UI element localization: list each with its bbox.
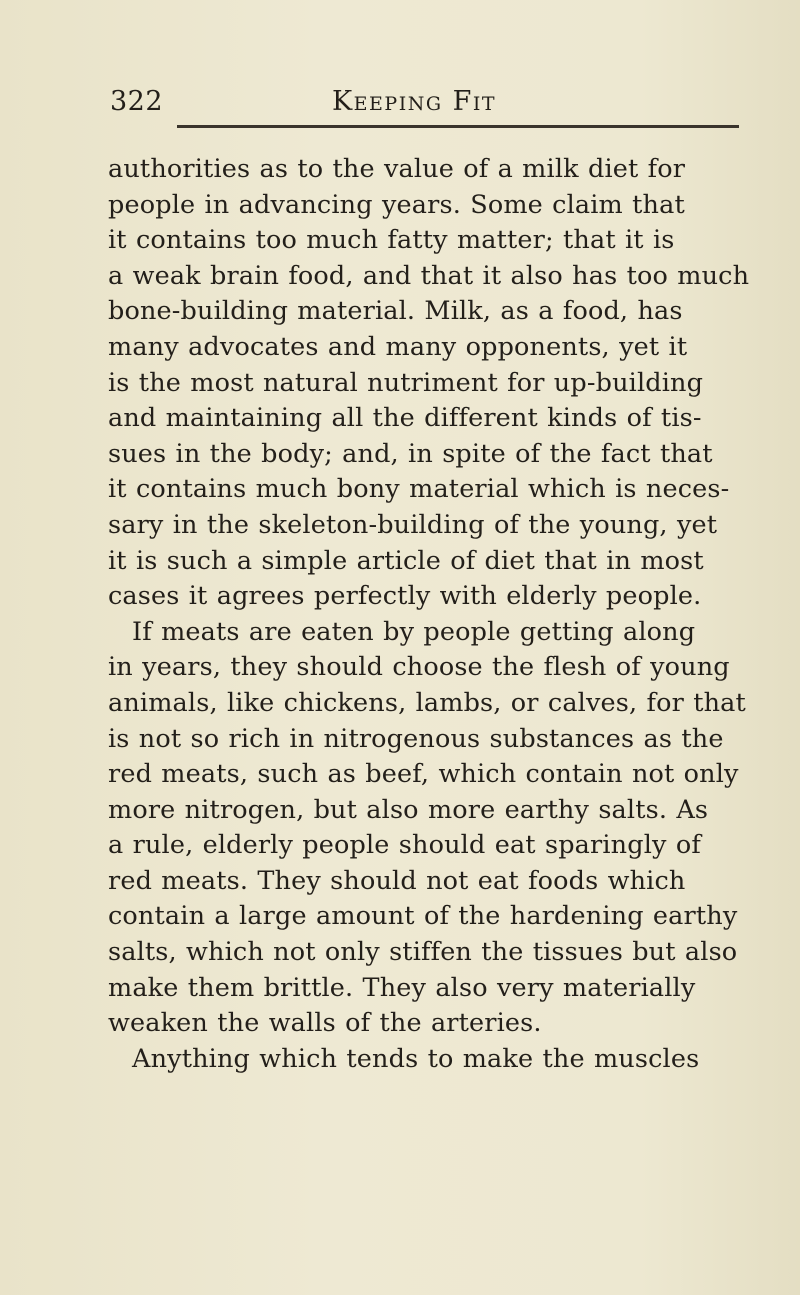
text-line: contain a large amount of the hardening earthy [108,901,738,932]
text-line: in years, they should choose the flesh of young [108,652,730,683]
text-line: salts, which not only stiffen the tissues but also [108,937,738,968]
text-line: more nitrogen, but also more earthy salts. As [108,794,709,825]
paragraph-start-line: If meats are eaten by people getting along [132,616,696,647]
text-line: is not so rich in nitrogenous substances as the [108,723,724,754]
body-text [108,152,748,1077]
text-line: red meats. They should not eat foods which [108,865,686,896]
running-head: Keeping Fit [332,86,496,117]
text-line: a rule, elderly people should eat sparingly of [108,830,701,861]
page-number: 322 [110,86,164,117]
text-line: cases it agrees perfectly with elderly people. [108,581,702,612]
text-line: weaken the walls of the arteries. [108,1008,542,1039]
text-line: make them brittle. They also very materially [108,972,696,1003]
text-line: sary in the skeleton-building of the young, yet [108,509,718,540]
text-line: animals, like chickens, lambs, or calves, for that [108,687,746,718]
header-rule [177,125,739,128]
text-line: sues in the body; and, in spite of the fact that [108,438,713,469]
text-line: it contains too much fatty matter; that it is [108,225,675,256]
text-line: a weak brain food, and that it also has too much [108,260,750,291]
text-line: people in advancing years. Some claim that [108,189,685,220]
page-header [110,86,738,126]
text-line: authorities as to the value of a milk diet for [108,154,686,184]
text-line: and maintaining all the different kinds of tis- [108,403,702,434]
paragraph-start-line: Anything which tends to make the muscles [132,1043,700,1074]
text-line: it contains much bony material which is neces- [108,474,730,505]
text-line: is the most natural nutriment for up-building [108,367,704,398]
text-line: many advocates and many opponents, yet it [108,331,688,362]
text-line: red meats, such as beef, which contain not only [108,759,739,790]
text-line: bone-building material. Milk, as a food, has [108,296,683,327]
text-line: it is such a simple article of diet that in most [108,545,704,576]
